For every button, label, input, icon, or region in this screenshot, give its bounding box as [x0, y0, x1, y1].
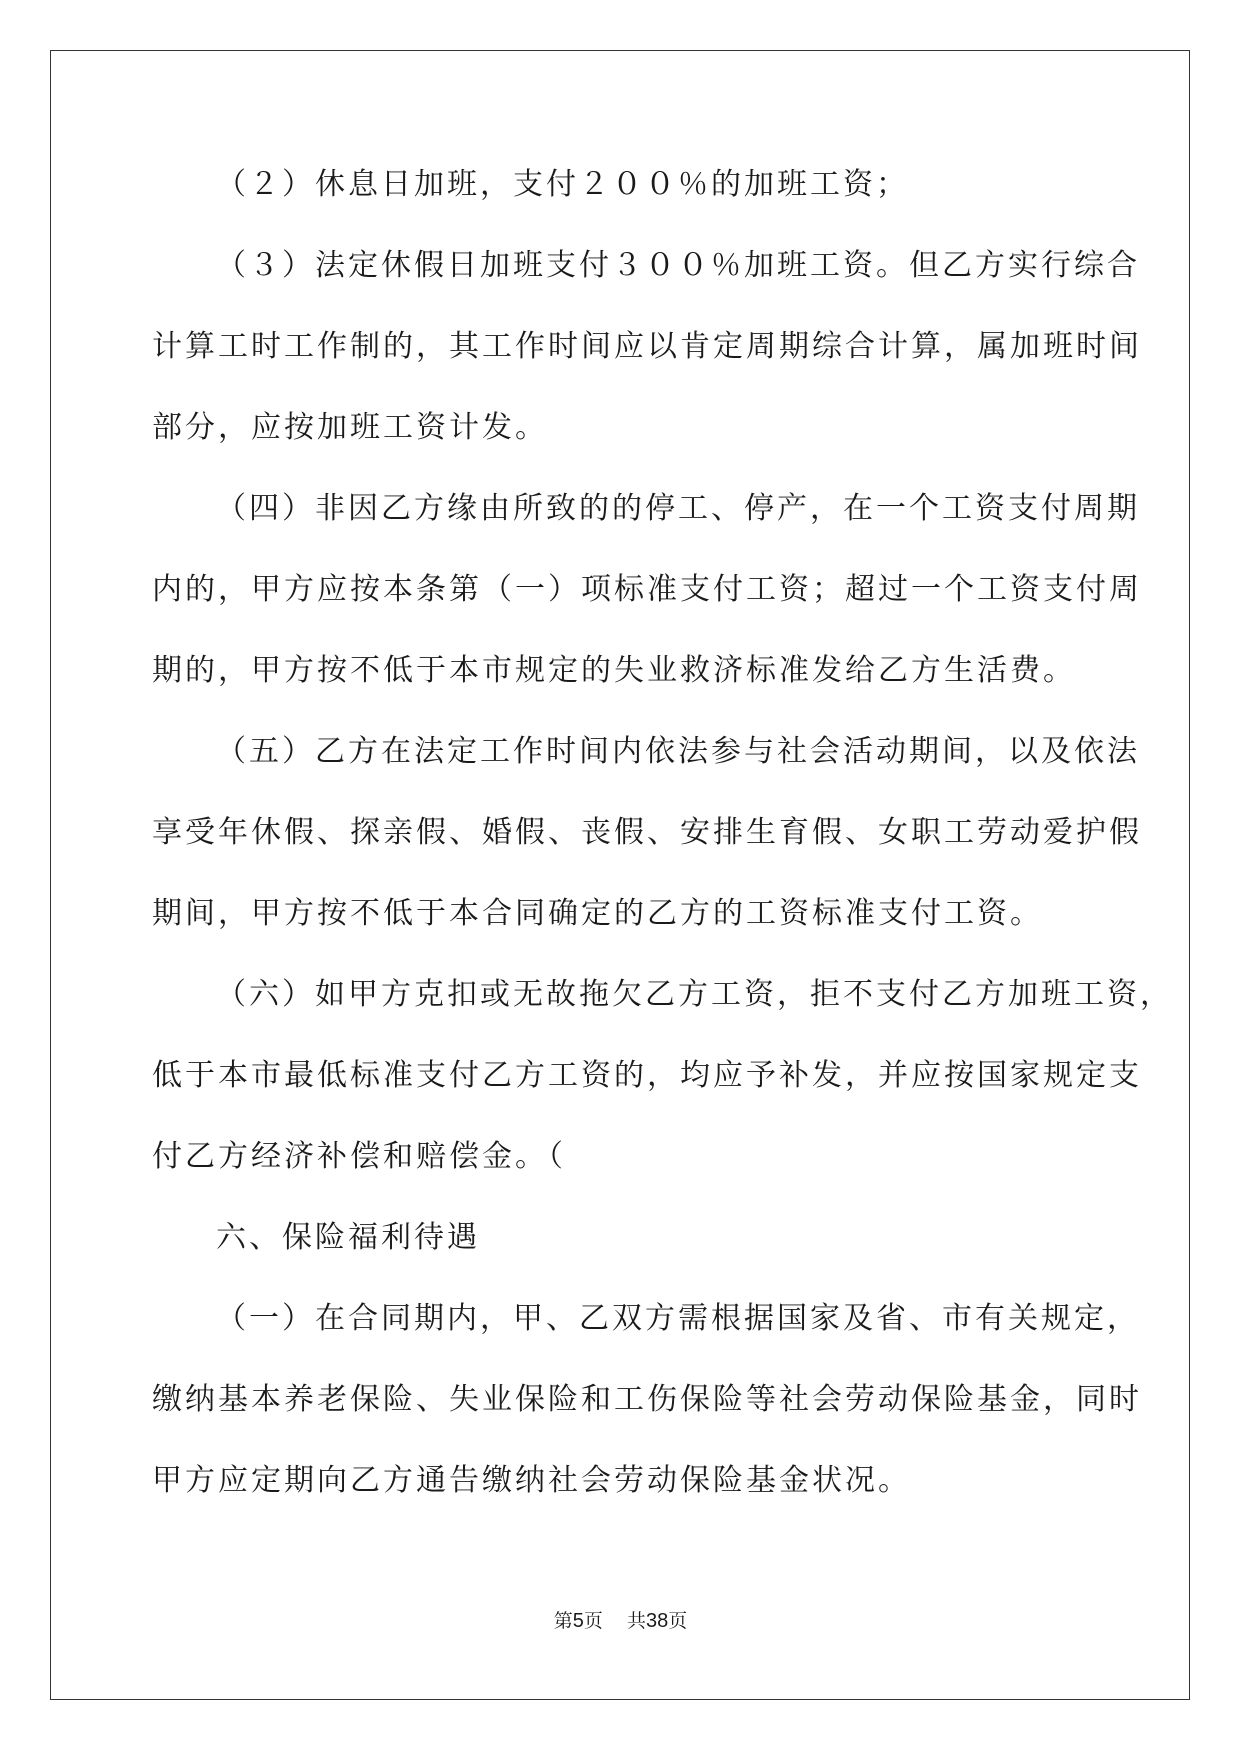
paragraph-line: （一）在合同期内，甲、乙双方需根据国家及省、市有关规定，: [216, 1301, 1140, 1336]
page-footer: [0, 1606, 1241, 1633]
paragraph-line: 享受年休假、探亲假、婚假、丧假、安排生育假、女职工劳动爱护假: [152, 815, 1142, 850]
paragraph-line: 缴纳基本养老保险、失业保险和工伤保险等社会劳动保险基金，同时: [152, 1382, 1142, 1417]
paragraph-line: 甲方应定期向乙方通告缴纳社会劳动保险基金状况。: [152, 1463, 911, 1498]
paragraph-line: 部分，应按加班工资计发。: [152, 410, 548, 445]
paragraph-line: （２）休息日加班，支付２００％的加班工资；: [216, 167, 909, 202]
total-label-prefix: 共: [627, 1610, 647, 1632]
paragraph-line: 低于本市最低标准支付乙方工资的，均应予补发，并应按国家规定支: [152, 1058, 1142, 1093]
document-body: [152, 165, 1173, 1542]
total-pages: 38: [646, 1610, 669, 1632]
paragraph-line: （六）如甲方克扣或无故拖欠乙方工资，拒不支付乙方加班工资，: [216, 977, 1173, 1012]
page-label-prefix: 第: [553, 1610, 573, 1632]
paragraph-line: 计算工时工作制的，其工作时间应以肯定周期综合计算，属加班时间: [152, 329, 1142, 364]
page-number: 5: [572, 1610, 584, 1632]
section-heading: 六、保险福利待遇: [216, 1220, 480, 1255]
paragraph-line: 付乙方经济补偿和赔偿金。（: [152, 1139, 566, 1174]
paragraph-line: （五）乙方在法定工作时间内依法参与社会活动期间，以及依法: [216, 734, 1140, 769]
paragraph-line: 期的，甲方按不低于本市规定的失业救济标准发给乙方生活费。: [152, 653, 1076, 688]
paragraph-line: （３）法定休假日加班支付３００％加班工资。但乙方实行综合: [216, 248, 1140, 283]
paragraph-line: 内的，甲方应按本条第（一）项标准支付工资；超过一个工资支付周: [152, 572, 1142, 607]
page-label-suffix: 页: [583, 1610, 603, 1632]
paragraph-line: （四）非因乙方缘由所致的的停工、停产，在一个工资支付周期: [216, 491, 1140, 526]
total-label-suffix: 页: [668, 1610, 688, 1632]
paragraph-line: 期间，甲方按不低于本合同确定的乙方的工资标准支付工资。: [152, 896, 1043, 931]
